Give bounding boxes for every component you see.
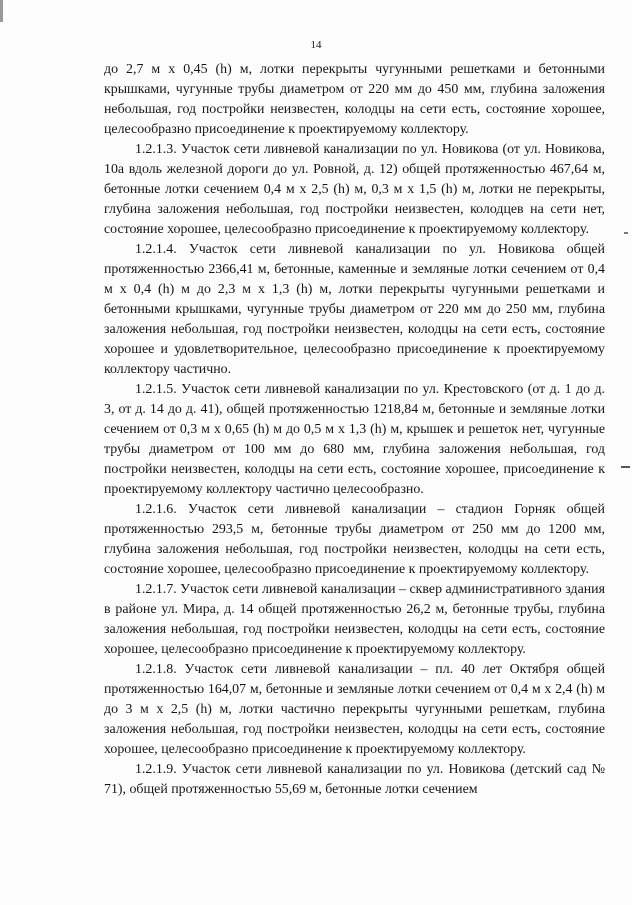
document-body xyxy=(104,60,605,800)
paragraph-1-2-1-4: 1.2.1.4. Участок сети ливневой канализации по ул. Новикова общей протяженностью 2366,41 м, бетонные, каменные и земляные лотки сечением от 0,4 м х 0,4 (h) м до 2,3 м х 1,3 (h) м, лотки перекрыты чугунными решетками и бетонными крышками, чугунные трубы диаметром от 220 мм до 250 мм, глубина заложения небольшая, год постройки неизвестен, колодцы на сети есть, состояние хорошее и удовлетворительное, целесообразно присоединение к проектируемому коллектору частично. xyxy=(104,242,605,377)
paragraph-1-2-1-8: 1.2.1.8. Участок сети ливневой канализации – пл. 40 лет Октября общей протяженностью 164,07 м, бетонные и земляные лотки сечением от 0,4 м х 2,4 (h) м до 3 м х 2,5 (h) м, лотки частично перекрыты чугунными решеткам, глубина заложения небольшая, год постройки неизвестен, колодцы на сети есть, состояние хорошее, целесообразно присоединение к проектируемому коллектору. xyxy=(104,662,605,757)
paragraph-1-2-1-3: 1.2.1.3. Участок сети ливневой канализации по ул. Новикова (от ул. Новикова, 10а вдоль железной дороги до ул. Ровной, д. 12) общей протяженностью 467,64 м, бетонные лотки сечением 0,4 м х 2,5 (h) м, 0,3 м х 1,5 (h) м, лотки не перекрыты, глубина заложения небольшая, год постройки неизвестен, колодцев на сети нет, состояние хорошее, целесообразно присоединение к проектируемому коллектору. xyxy=(104,142,605,237)
scan-margin-mark xyxy=(624,232,628,234)
scan-edge-mark xyxy=(0,0,3,22)
paragraph-1-2-1-6: 1.2.1.6. Участок сети ливневой канализации – стадион Горняк общей протяженностью 293,5 м, бетонные трубы диаметром от 250 мм до 1200 мм, глубина заложения небольшая, год постройки неизвестен, колодцы на сети есть, состояние хорошее, целесообразно присоединение к проектируемому коллектору. xyxy=(104,502,605,577)
paragraph-1-2-1-7: 1.2.1.7. Участок сети ливневой канализации – сквер административного здания в районе ул. Мира, д. 14 общей протяженностью 26,2 м, бетонные трубы, глубина заложения небольшая, год постройки неизвестен, колодцы на сети есть, состояние хорошее, целесообразно присоединение к проектируемому коллектору. xyxy=(104,582,605,657)
page-number: 14 xyxy=(310,39,322,51)
paragraph-1-2-1-5: 1.2.1.5. Участок сети ливневой канализации по ул. Крестовского (от д. 1 до д. 3, от д. 14 до д. 41), общей протяженностью 1218,84 м, бетонные и земляные лотки сечением от 0,3 м х 0,65 (h) м до 0,5 м х 1,3 (h) м, крышек и решеток нет, чугунные трубы диаметром от 100 мм до 680 мм, глубина заложения небольшая, год постройки неизвестен, колодцы на сети есть, состояние хорошее, присоединение к проектируемому коллектору частично целесообразно. xyxy=(104,382,605,497)
scan-margin-mark xyxy=(621,466,630,468)
paragraph-continuation: до 2,7 м х 0,45 (h) м, лотки перекрыты чугунными решетками и бетонными крышками, чугунные трубы диаметром от 220 мм до 450 мм, глубина заложения небольшая, год постройки неизвестен, колодцы на сети есть, состояние хорошее, целесообразно присоединение к проектируемому коллектору. xyxy=(104,62,605,137)
paragraph-1-2-1-9: 1.2.1.9. Участок сети ливневой канализации по ул. Новикова (детский сад № 71), общей протяженностью 55,69 м, бетонные лотки сечением xyxy=(104,762,605,797)
